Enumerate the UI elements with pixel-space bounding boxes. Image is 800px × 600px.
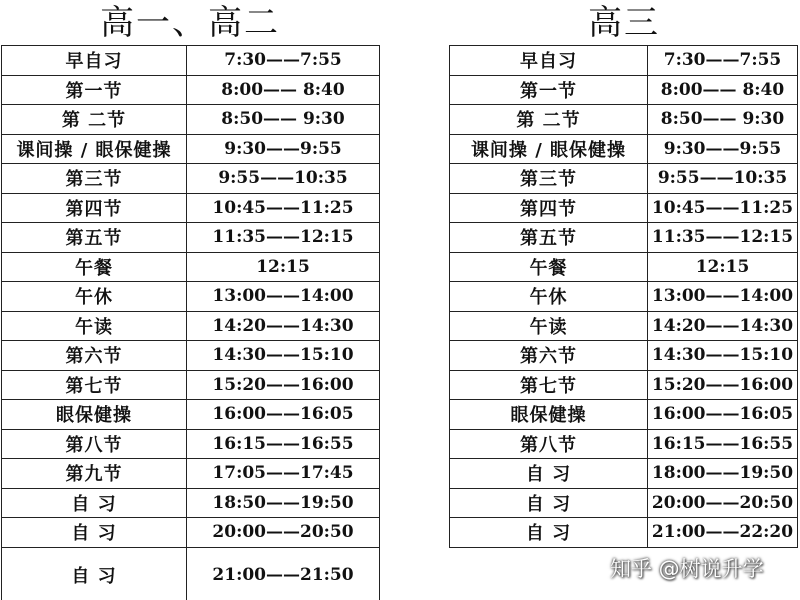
table-row <box>450 459 798 489</box>
period-cell: 第九节 <box>2 459 187 489</box>
period-cell: 早自习 <box>2 46 187 76</box>
table-row <box>450 518 798 548</box>
time-cell: 10:45——11:25 <box>648 193 798 223</box>
time-cell: 15:20——16:00 <box>648 370 798 400</box>
time-cell: 8:00—— 8:40 <box>187 75 380 105</box>
table-row <box>450 193 798 223</box>
period-cell: 第五节 <box>450 223 648 253</box>
table-row <box>2 282 380 312</box>
time-cell: 16:15——16:55 <box>187 429 380 459</box>
time-cell: 16:00——16:05 <box>187 400 380 430</box>
time-cell: 21:00——22:20 <box>648 518 798 548</box>
table-row <box>2 547 380 600</box>
table-row <box>2 105 380 135</box>
period-cell: 自 习 <box>450 518 648 548</box>
time-cell: 14:20——14:30 <box>187 311 380 341</box>
time-cell: 18:00——19:50 <box>648 459 798 489</box>
table-row <box>450 164 798 194</box>
table-row <box>450 105 798 135</box>
table-row <box>2 252 380 282</box>
table-row <box>450 252 798 282</box>
period-cell: 早自习 <box>450 46 648 76</box>
time-cell: 18:50——19:50 <box>187 488 380 518</box>
time-cell: 16:00——16:05 <box>648 400 798 430</box>
table-row <box>450 488 798 518</box>
time-cell: 8:50—— 9:30 <box>187 105 380 135</box>
table-row <box>2 518 380 548</box>
table-row <box>450 46 798 76</box>
time-cell: 13:00——14:00 <box>648 282 798 312</box>
title-grade-three: 高三 <box>588 3 660 43</box>
time-cell: 12:15 <box>187 252 380 282</box>
time-cell: 11:35——12:15 <box>648 223 798 253</box>
period-cell: 第一节 <box>450 75 648 105</box>
time-cell: 10:45——11:25 <box>187 193 380 223</box>
period-cell: 自 习 <box>450 459 648 489</box>
table-row <box>450 341 798 371</box>
period-cell: 第八节 <box>450 429 648 459</box>
time-cell: 11:35——12:15 <box>187 223 380 253</box>
period-cell: 自 习 <box>2 488 187 518</box>
period-cell: 第七节 <box>450 370 648 400</box>
table-row <box>450 134 798 164</box>
period-cell: 第八节 <box>2 429 187 459</box>
schedule-table-grade-three <box>449 45 798 548</box>
time-cell: 14:30——15:10 <box>648 341 798 371</box>
table-row <box>2 223 380 253</box>
table-row <box>2 370 380 400</box>
time-cell: 7:30——7:55 <box>187 46 380 76</box>
watermark-text: 知乎 @树说升学 <box>610 557 764 581</box>
period-cell: 第三节 <box>450 164 648 194</box>
period-cell: 第一节 <box>2 75 187 105</box>
time-cell: 21:00——21:50 <box>187 547 380 600</box>
table-row <box>2 311 380 341</box>
period-cell: 午休 <box>450 282 648 312</box>
period-cell: 午读 <box>2 311 187 341</box>
period-cell: 自 习 <box>2 547 187 600</box>
table-row <box>450 370 798 400</box>
period-cell: 第六节 <box>2 341 187 371</box>
period-cell: 眼保健操 <box>2 400 187 430</box>
period-cell: 课间操 / 眼保健操 <box>450 134 648 164</box>
title-grades-one-two: 高一、高二 <box>100 3 280 43</box>
period-cell: 第六节 <box>450 341 648 371</box>
time-cell: 7:30——7:55 <box>648 46 798 76</box>
period-cell: 第四节 <box>2 193 187 223</box>
table-row <box>2 164 380 194</box>
time-cell: 20:00——20:50 <box>187 518 380 548</box>
table-row <box>2 46 380 76</box>
period-cell: 午读 <box>450 311 648 341</box>
table-row <box>450 282 798 312</box>
period-cell: 午餐 <box>2 252 187 282</box>
time-cell: 14:30——15:10 <box>187 341 380 371</box>
time-cell: 14:20——14:30 <box>648 311 798 341</box>
table-row <box>2 193 380 223</box>
period-cell: 第五节 <box>2 223 187 253</box>
table-row <box>2 134 380 164</box>
table-row <box>2 341 380 371</box>
table-row <box>2 459 380 489</box>
table-row <box>450 223 798 253</box>
period-cell: 自 习 <box>2 518 187 548</box>
table-row <box>2 400 380 430</box>
period-cell: 第四节 <box>450 193 648 223</box>
time-cell: 9:30——9:55 <box>187 134 380 164</box>
period-cell: 第七节 <box>2 370 187 400</box>
period-cell: 课间操 / 眼保健操 <box>2 134 187 164</box>
period-cell: 第 二节 <box>450 105 648 135</box>
table-row <box>450 311 798 341</box>
time-cell: 8:00—— 8:40 <box>648 75 798 105</box>
time-cell: 17:05——17:45 <box>187 459 380 489</box>
time-cell: 9:55——10:35 <box>187 164 380 194</box>
period-cell: 午餐 <box>450 252 648 282</box>
schedule-table-grades-one-two <box>1 45 380 600</box>
time-cell: 8:50—— 9:30 <box>648 105 798 135</box>
period-cell: 自 习 <box>450 488 648 518</box>
time-cell: 9:55——10:35 <box>648 164 798 194</box>
period-cell: 眼保健操 <box>450 400 648 430</box>
time-cell: 12:15 <box>648 252 798 282</box>
time-cell: 15:20——16:00 <box>187 370 380 400</box>
period-cell: 第 二节 <box>2 105 187 135</box>
table-row <box>450 75 798 105</box>
table-row <box>450 429 798 459</box>
table-row <box>450 400 798 430</box>
time-cell: 16:15——16:55 <box>648 429 798 459</box>
time-cell: 9:30——9:55 <box>648 134 798 164</box>
table-row <box>2 488 380 518</box>
period-cell: 午休 <box>2 282 187 312</box>
table-row <box>2 429 380 459</box>
time-cell: 13:00——14:00 <box>187 282 380 312</box>
period-cell: 第三节 <box>2 164 187 194</box>
time-cell: 20:00——20:50 <box>648 488 798 518</box>
table-row <box>2 75 380 105</box>
